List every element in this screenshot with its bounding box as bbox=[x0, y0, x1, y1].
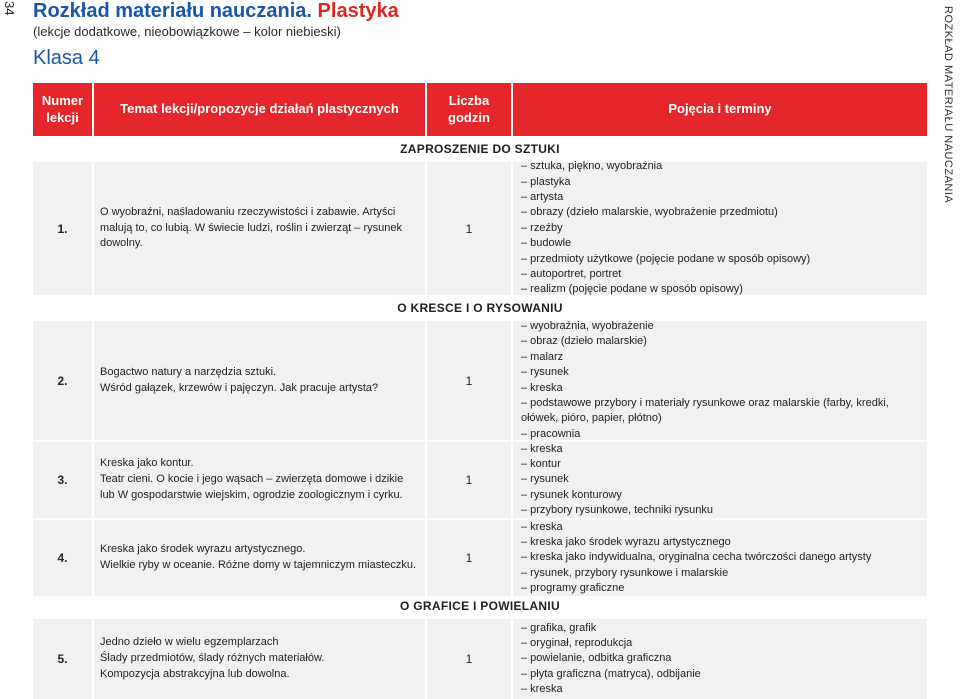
topic-line: Teatr cieni. O kocie i jego wąsach – zwierzęta domowe i dzikie lub W gospodarstwie wiejskim, ogrodzie zoologicznym i cyrku. bbox=[100, 473, 404, 501]
term-item: – obraz (dzieło malarskie) bbox=[521, 335, 647, 348]
lesson-terms bbox=[513, 321, 927, 440]
term-item: – plastyka bbox=[521, 175, 571, 188]
term-item: – przedmioty użytkowe (pojęcie podane w sposób opisowy) bbox=[521, 252, 811, 265]
term-item: – przybory rysunkowe, techniki rysunku bbox=[521, 504, 713, 517]
page-number: 34 bbox=[2, 1, 17, 16]
header-topic: Temat lekcji/propozycje działań plastycznych bbox=[94, 83, 425, 136]
term-item: – budowle bbox=[521, 237, 572, 250]
term-item: – powielanie, odbitka graficzna bbox=[521, 652, 672, 665]
term-item: – wyobraźnia, wyobrażenie bbox=[521, 319, 654, 332]
topic-line: Kreska jako środek wyrazu artystycznego. bbox=[100, 543, 306, 556]
term-item: – kreska jako indywidualna, oryginalna cecha twórczości danego artysty bbox=[521, 551, 872, 564]
table-row bbox=[33, 442, 927, 518]
side-running-label: ROZKŁAD MATERIAŁU NAUCZANIA bbox=[942, 6, 954, 204]
topic-line: Kreska jako kontur. bbox=[100, 457, 194, 470]
lesson-hours: 1 bbox=[427, 442, 511, 518]
term-item: – rysunek, przybory rysunkowe i malarskie bbox=[521, 566, 729, 579]
header-hours: Liczba godzin bbox=[427, 83, 511, 136]
section-heading: O GRAFICE I POWIELANIU bbox=[400, 599, 560, 613]
term-item: – kreska bbox=[521, 442, 563, 455]
topic-line: Wielkie ryby w oceanie. Różne domy w tajemniczym miasteczku. bbox=[100, 559, 417, 571]
table-row bbox=[33, 619, 927, 699]
lesson-topic bbox=[94, 442, 425, 518]
section-heading: O KRESCE I O RYSOWANIU bbox=[397, 301, 563, 315]
term-item: – płyta graficzna (matryca), odbijanie bbox=[521, 667, 701, 680]
lesson-hours: 1 bbox=[427, 619, 511, 699]
term-item: – rysunek konturowy bbox=[521, 488, 622, 501]
header-terms: Pojęcia i terminy bbox=[513, 83, 927, 136]
lesson-terms bbox=[513, 162, 927, 295]
term-item: – kreska jako środek wyrazu artystycznego bbox=[521, 535, 731, 548]
lesson-number: 1. bbox=[33, 162, 92, 295]
lesson-number: 5. bbox=[33, 619, 92, 699]
table-row bbox=[33, 321, 927, 440]
page-subtitle: (lekcje dodatkowe, nieobowiązkowe – kolor niebieski) bbox=[33, 24, 341, 39]
table-row bbox=[33, 520, 927, 596]
section-heading: ZAPROSZENIE DO SZTUKI bbox=[400, 142, 560, 156]
lesson-table bbox=[33, 83, 927, 699]
term-item: – podstawowe przybory i materiały rysunkowe oraz malarskie (farby, kredki, ołówek, pióro, papier, płótno) bbox=[521, 396, 889, 425]
class-heading: Klasa 4 bbox=[33, 47, 100, 69]
term-item: – rysunek bbox=[521, 366, 569, 379]
term-item: – kreska bbox=[521, 520, 563, 533]
term-item: – obrazy (dzieło malarskie, wyobrażenie przedmiotu) bbox=[521, 206, 778, 219]
lesson-terms bbox=[513, 520, 927, 596]
topic-line: Bogactwo natury a narzędzia sztuki. bbox=[100, 365, 277, 378]
lesson-topic bbox=[94, 520, 425, 596]
term-item: – grafika, grafik bbox=[521, 621, 597, 634]
term-item: – realizm (pojęcie podane w sposób opisowy) bbox=[521, 283, 743, 296]
lesson-hours: 1 bbox=[427, 162, 511, 295]
title-accent: Plastyka bbox=[317, 0, 399, 22]
lesson-number: 4. bbox=[33, 520, 92, 596]
term-item: – pracownia bbox=[521, 427, 581, 440]
term-item: – malarz bbox=[521, 350, 564, 363]
topic-line: Jedno dzieło w wielu egzemplarzach bbox=[100, 636, 279, 649]
title-main: Rozkład materiału nauczania. bbox=[33, 0, 312, 22]
lesson-hours: 1 bbox=[427, 321, 511, 440]
term-item: – oryginał, reprodukcja bbox=[521, 636, 633, 649]
topic-line: O wyobraźni, naśladowaniu rzeczywistości i zabawie. Artyści malują to, co lubią. W świecie ludzi, roślin i zwierząt – rysunek dowolny. bbox=[100, 205, 403, 250]
lesson-topic bbox=[94, 321, 425, 440]
term-item: – rysunek bbox=[521, 473, 569, 486]
lesson-hours: 1 bbox=[427, 520, 511, 596]
lesson-topic bbox=[94, 619, 425, 699]
term-item: – rzeźby bbox=[521, 221, 563, 234]
topic-line: Ślady przedmiotów, ślady różnych materiałów. bbox=[100, 652, 325, 665]
lesson-number: 3. bbox=[33, 442, 92, 518]
lesson-terms bbox=[513, 619, 927, 699]
topic-line: Kompozycja abstrakcyjna lub dowolna. bbox=[100, 667, 290, 680]
term-item: – kreska bbox=[521, 381, 563, 394]
lesson-number: 2. bbox=[33, 321, 92, 440]
lesson-terms bbox=[513, 442, 927, 518]
table-header bbox=[33, 83, 927, 136]
term-item: – artysta bbox=[521, 191, 564, 204]
term-item: – kontur bbox=[521, 457, 561, 470]
term-item: – autoportret, portret bbox=[521, 267, 622, 280]
header-number: Numer lekcji bbox=[33, 83, 92, 136]
lesson-topic bbox=[94, 162, 425, 295]
term-item: – sztuka, piękno, wyobraźnia bbox=[521, 160, 663, 173]
term-item: – programy graficzne bbox=[521, 582, 625, 595]
term-item: – kreska bbox=[521, 683, 563, 696]
table-row bbox=[33, 162, 927, 295]
page-title bbox=[33, 0, 399, 23]
topic-line: Wśród gałązek, krzewów i pajęczyn. Jak pracuje artysta? bbox=[100, 381, 379, 394]
